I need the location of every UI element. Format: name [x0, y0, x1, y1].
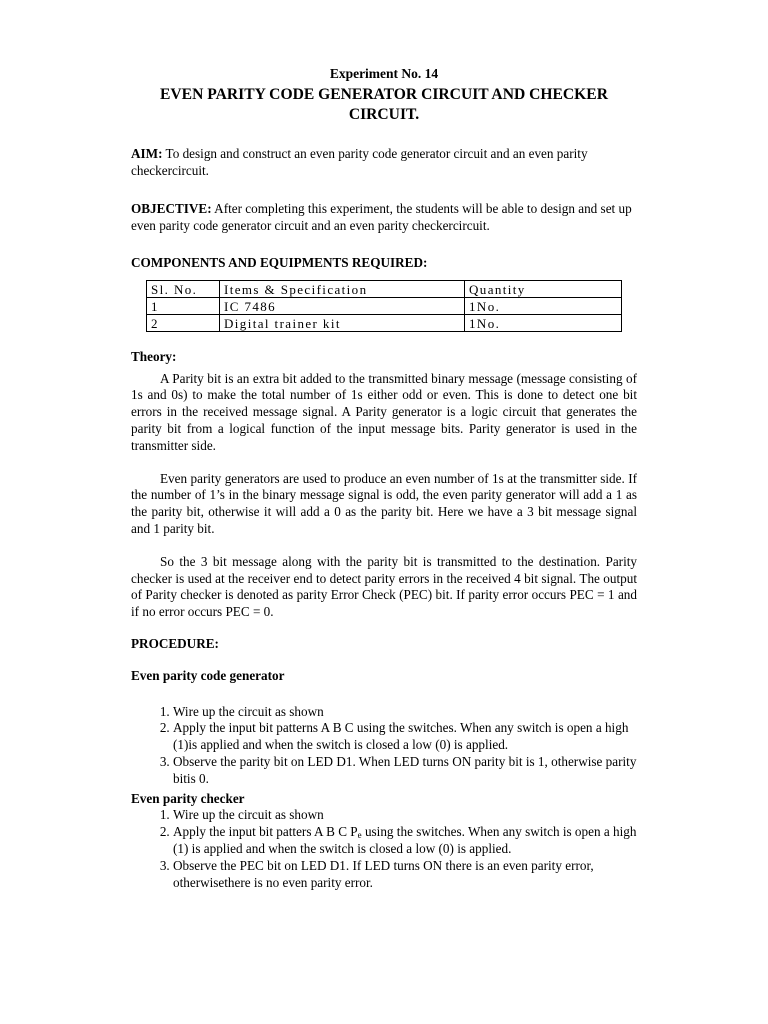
table-cell: IC 7486: [220, 297, 465, 314]
step-text: using the switches. When any switch is open a high: [361, 824, 637, 840]
title-line-2: CIRCUIT.: [348, 105, 420, 123]
checker-heading: Even parity checker: [131, 790, 245, 806]
generator-steps: [131, 704, 637, 788]
table-header-cell: Quantity: [465, 280, 622, 297]
table-header-cell: Items & Specification: [220, 280, 465, 297]
aim-paragraph: [131, 146, 637, 180]
table-cell: 1No.: [465, 314, 622, 331]
experiment-number: Experiment No. 14: [329, 66, 439, 81]
objective-text: After completing this experiment, the students will be able to design and set up even parity code generator circuit and an even parity checkercircuit.: [131, 201, 632, 234]
objective-paragraph: [131, 201, 637, 235]
theory-paragraph-2: Even parity generators are used to produce an even number of 1s at the transmitter side. If the number of 1’s in the binary message signal is odd, the even parity generator will add a 1 as the parity bit, otherwise it will add a 0 as the parity bit. Here we have a 3 bit message signal and 1 parity bit.: [131, 470, 637, 536]
table-cell: 2: [147, 314, 220, 331]
table-header-row: [147, 280, 622, 297]
list-item: 3. Observe the PEC bit on LED D1. If LED turns ON there is an even parity error, otherwisethere is no even parity error.: [173, 858, 637, 892]
title-line-1: EVEN PARITY CODE GENERATOR CIRCUIT AND CHECKER: [160, 85, 608, 103]
theory-paragraph-3: So the 3 bit message along with the parity bit is transmitted to the destination. Parity checker is used at the receiver end to detect parity errors in the received 4 bit signal. The output of Parity checker is denoted as parity Error Check (PEC) bit. If parity error occurs PEC = 1 and if no error occurs PEC = 0.: [131, 553, 637, 620]
components-table: [146, 280, 622, 332]
generator-heading: Even parity code generator: [131, 667, 285, 683]
checker-steps: [131, 807, 637, 891]
list-item: 3. Observe the parity bit on LED D1. When LED turns ON parity bit is 1, otherwise parity bitis 0.: [173, 754, 637, 788]
table-cell: Digital trainer kit: [220, 314, 465, 331]
theory-heading: Theory:: [131, 348, 177, 364]
list-item: 1. Wire up the circuit as shown: [173, 704, 637, 721]
step-text: Apply the input bit patters A B C P: [173, 824, 358, 840]
aim-text: To design and construct an even parity code generator circuit and an even parity checkercircuit.: [131, 145, 588, 178]
list-item: 2. Apply the input bit patterns A B C using the switches. When any switch is open a high (1)is applied and when the switch is closed a low (0) is applied.: [173, 720, 637, 754]
list-item: 1. Wire up the circuit as shown: [173, 807, 637, 824]
list-item: [173, 824, 637, 858]
aim-label: AIM:: [131, 145, 163, 161]
table-cell: 1: [147, 297, 220, 314]
table-cell: 1No.: [465, 297, 622, 314]
table-row: [147, 297, 622, 314]
table-row: [147, 314, 622, 331]
components-heading: COMPONENTS AND EQUIPMENTS REQUIRED:: [131, 254, 428, 270]
theory-paragraph-1: A Parity bit is an extra bit added to the transmitted binary message (message consisting of 1s and 0s) to make the total number of 1s either odd or even. This is done to detect one bit errors in the received message signal. A Parity generator is a logic circuit that generates the parity bit from a logical function of the input message bits. Parity generator is used in the transmitter side.: [131, 370, 637, 453]
step-text: (1) is applied and when the switch is closed a low (0) is applied.: [173, 840, 512, 856]
document-page: [131, 66, 637, 891]
objective-label: OBJECTIVE:: [131, 201, 212, 217]
procedure-heading: PROCEDURE:: [131, 635, 219, 651]
document-title: [131, 85, 637, 125]
subscript: e: [357, 830, 362, 841]
table-header-cell: Sl. No.: [147, 280, 220, 297]
